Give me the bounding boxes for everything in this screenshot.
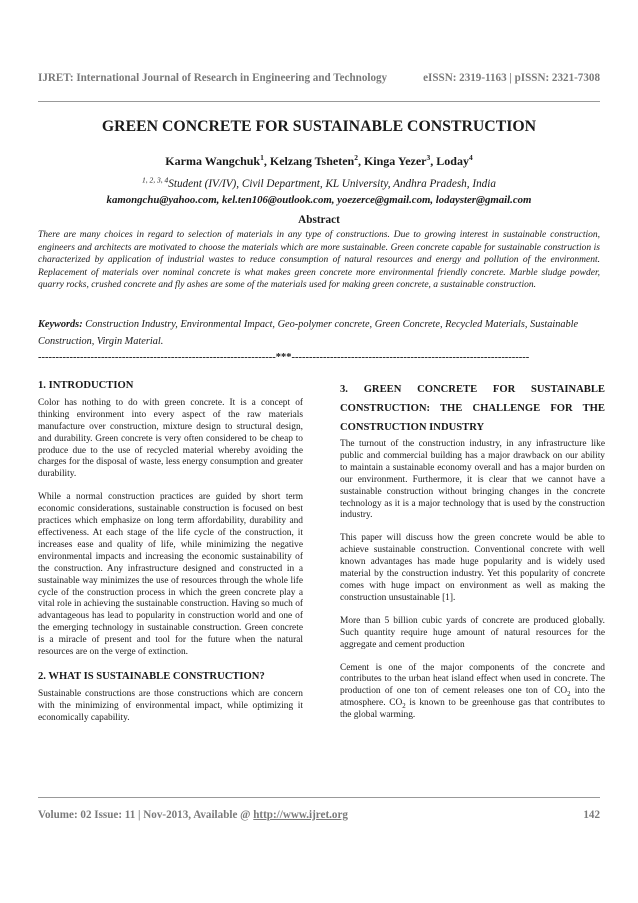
section-separator: --------------------------------------------------------------------***-------------------------------------------------------------------- — [38, 352, 530, 363]
affiliation-marks: 1, 2, 3, 4 — [142, 175, 169, 185]
paragraph: Sustainable constructions are those constructions which are concern with the minimizing of environmental impact, while optimizing it economically capability. — [38, 688, 303, 723]
issn-info: eISSN: 2319-1163 | pISSN: 2321-7308 — [423, 72, 600, 84]
section-heading-sustainable-construction: 2. WHAT IS SUSTAINABLE CONSTRUCTION? — [38, 670, 265, 682]
journal-name: IJRET: International Journal of Research in Engineering and Technology — [38, 72, 388, 84]
keywords-label: Keywords: — [38, 319, 83, 330]
page-number: 142 — [583, 809, 600, 821]
header-rule — [38, 101, 600, 102]
paper-title: GREEN CONCRETE FOR SUSTAINABLE CONSTRUCTION — [101, 118, 537, 135]
affiliation-text: Student (IV/IV), Civil Department, KL University, Andhra Pradesh, India — [168, 178, 496, 190]
footer-rule — [38, 797, 600, 798]
left-column — [38, 380, 303, 736]
journal-website-link[interactable]: http://www.ijret.org — [253, 809, 348, 821]
section-heading-green-concrete: 3. GREEN CONCRETE FOR SUSTAINABLE CONSTRUCTION: THE CHALLENGE FOR THE CONSTRUCTION INDUSTRY — [340, 384, 605, 433]
author-emails: kamongchu@yahoo.com, kel.ten106@outlook.com, yoezerce@gmail.com, lodayster@gmail.com — [106, 194, 532, 206]
right-column — [340, 380, 605, 733]
author-list — [38, 154, 600, 169]
paragraph: Cement is one of the major components of the concrete and contributes to the urban heat island effect when used in concrete. The production of one ton of cement releases one ton of $CO_2$ into the atmosphere. $CO_2$ is known to be greenhouse gas that contributes to the global warming. — [340, 662, 605, 721]
paragraph: This paper will discuss how the green concrete would be able to achieve sustainable construction. Conventional concrete with well known advantages has made huge popularity and is widely used material by the construction industry. Yet this popularity of concrete comes with huge impact on environment as well as making the construction unsustainable [1]. — [340, 533, 605, 603]
author: Karma Wangchuk$^1$, — [165, 153, 270, 168]
paragraph: While a normal construction practices are guided by short term economic considerations, sustainable construction is focused on best practices which emphasize on long term affordability, durability and effectiveness. At each stage of the life cycle of the construction, it increases ease and quality of life, while minimizing the negative environmental impacts and increasing the economic sustainability of the construction. Any infrastructure designed and constructed in a sustainable way minimizes the use of resources through the whole life cycle of the construction process in which the green concrete play a vital role in achieving the sustainable construction. Having so much of advantageous has lead to popularity in construction world and one of the emerging technology in sustainable construction. Green concrete is a miracle of present and tool for the future when the natural resources are on the verge of extinction. — [38, 492, 303, 658]
affiliation — [38, 175, 600, 190]
author: Kinga Yezer$^3$, — [363, 153, 437, 168]
paragraph: The turnout of the construction industry, in any infrastructure like public and commercial building has a major drawback on our ability to maintain a sustainable economy overall and has a major burden on our environment. Furthermore, it is clear that we cannot have a sustainable construction without bringing changes in the concrete technology as it is a major technology that is used by the construction industry. — [340, 439, 605, 521]
abstract-text: There are many choices in regard to selection of materials in any type of constructions. Due to growing interest in sustainable construction, engineers and architects are motivated to choose the materials which are more sustainable. Green concrete capable for sustainable construction is characterized by application of industrial wastes to reduce consumption of natural resources and energy and pollution of the environment. Replacement of materials over nominal concrete is what makes green concrete more environmental friendly concrete. Marble sludge powder, quarry rocks, crushed concrete and fly ashes are some of the materials used for making green concrete, a sustainable construction. — [38, 230, 600, 290]
author: Kelzang Tsheten$^2$, — [269, 153, 364, 168]
abstract-heading: Abstract — [298, 214, 340, 226]
running-header — [38, 72, 600, 84]
paragraph: Color has nothing to do with green concrete. It is a concept of thinking environment into every aspect of the raw materials manufacture over construction, mixture design to structural design, and durability. Green concrete is very often considered to be cheap to produce due to the use of recycled material whereby avoiding the charges for the disposal of waste, less energy consumption and greater durability. — [38, 397, 303, 480]
footer-volume: Volume: 02 Issue: 11 | Nov-2013, Available @ http://www.ijret.org — [38, 809, 348, 821]
keywords — [38, 316, 600, 350]
paragraph: More than 5 billion cubic yards of concrete are produced globally. Such quantity require huge amount of natural resources for the aggregate and cement production — [340, 615, 605, 650]
section-heading-introduction: 1. INTRODUCTION — [38, 380, 134, 391]
keywords-text: Construction Industry, Environmental Impact, Geo-polymer concrete, Green Concrete, Recycled Materials, Sustainable Construction, Virgin Material. — [38, 319, 579, 347]
running-footer — [38, 809, 600, 821]
author: Loday$^4$ — [436, 153, 473, 168]
